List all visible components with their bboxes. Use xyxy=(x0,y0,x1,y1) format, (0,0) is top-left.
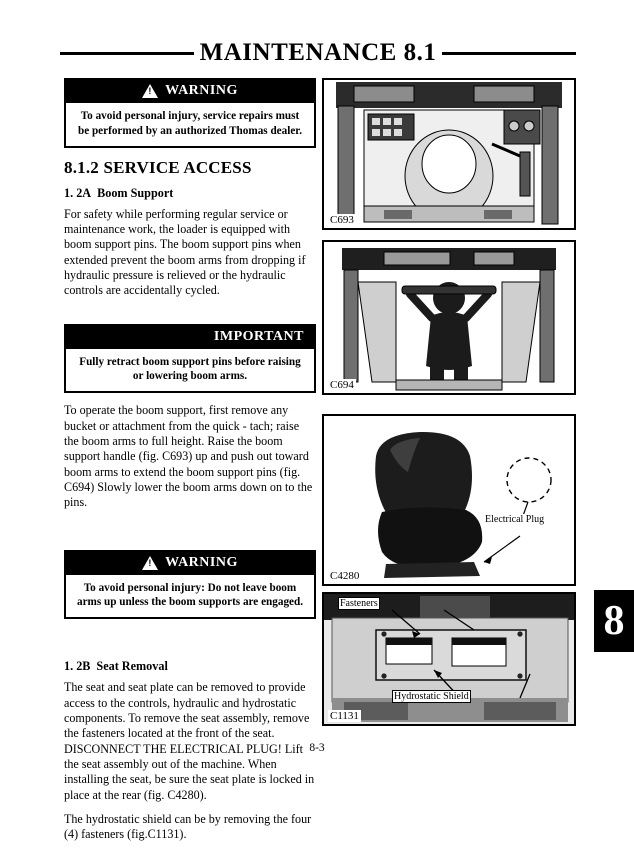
left-text-column xyxy=(64,78,316,852)
figure-caption-c694: C694 xyxy=(330,379,354,391)
important-box xyxy=(64,324,316,394)
topic-2a-paragraph-1: For safety while performing regular service or maintenance work, the loader is equipped with boom support pins. The boom support pins when extended prevent the boom arms from dropping if hydraulic pressure is relieved or the hydraulic controls are accidentally cycled. xyxy=(64,206,306,298)
figure-caption-c693: C693 xyxy=(330,214,354,226)
warning-bar-1 xyxy=(66,80,314,103)
page-title: MAINTENANCE 8.1 xyxy=(199,39,437,66)
warning-bar-label-1: WARNING xyxy=(165,83,238,98)
callout-fasteners: Fasteners xyxy=(340,598,378,609)
spacer-2 xyxy=(64,520,316,550)
figure-c693 xyxy=(322,78,576,230)
topic-name-2a: Boom Support xyxy=(97,185,174,200)
figure-c4280-artwork xyxy=(324,416,574,584)
important-bar-label: IMPORTANT xyxy=(213,328,304,344)
warning-text-1: To avoid personal injury, service repairs must be performed by an authorized Thomas dealer. xyxy=(77,110,303,137)
spacer-3 xyxy=(64,629,316,659)
figure-c694-artwork xyxy=(324,242,574,393)
page-number: 8-3 xyxy=(309,742,325,754)
warning-box-2 xyxy=(64,550,316,620)
warning-text-2: To avoid personal injury: Do not leave boom arms up unless the boom supports are engaged. xyxy=(76,581,304,609)
figure-c1131-artwork xyxy=(324,594,574,724)
figure-caption-c4280: C4280 xyxy=(330,570,360,582)
important-bar xyxy=(66,326,314,349)
figure-c1131 xyxy=(322,592,576,726)
figure-c693-artwork xyxy=(324,80,574,228)
topic-heading-2a xyxy=(64,186,316,201)
topic-number-2a: 1. 2A xyxy=(64,185,92,200)
warning-bar-label-2: WARNING xyxy=(165,554,238,570)
warning-triangle-icon xyxy=(142,84,158,98)
figure-c4280 xyxy=(322,414,576,586)
important-text: Fully retract boom support pins before raising or lowering boom arms. xyxy=(79,355,301,383)
section-title: 8.1.2 SERVICE ACCESS xyxy=(64,157,252,177)
topic-2b-paragraph-2: The hydrostatic shield can be by removing the four (4) fasteners (fig.C1131). xyxy=(64,811,312,842)
topic-heading-2b xyxy=(64,659,316,674)
topic-2a-paragraph-2: To operate the boom support, first remove any bucket or attachment from the quick - tach; raise the boom arms to full height. Raise the boom support handle (fig. C693) up and push out toward boom arms to extend the boom support pins (fig. C694) Slowly lower the boom arms down on to the pins. xyxy=(64,403,313,510)
spacer-1 xyxy=(64,308,316,324)
header-rule-left xyxy=(60,52,194,55)
topic-2b-paragraph-1: The seat and seat plate can be removed to provide access to the controls, hydraulic and hydrostatic components. To remove the seat assembly, remove the fasteners located at the front of the seat. DISCONNECT THE ELECTRICAL PLUG! Lift the seat assembly out of the machine. When installing the seat, be sure the seat plate is locked in place at the rear (fig. C4280). xyxy=(64,680,315,802)
warning-triangle-icon-2 xyxy=(142,556,158,570)
callout-hydrostatic-shield: Hydrostatic Shield xyxy=(394,691,469,702)
topic-number-2b: 1. 2B xyxy=(64,659,91,674)
header-rule-right xyxy=(442,52,576,55)
callout-electrical-plug: Electrical Plug xyxy=(485,514,545,525)
topic-name-2b: Seat Removal xyxy=(96,659,168,674)
figure-c694 xyxy=(322,240,576,395)
figure-caption-c1131: C1131 xyxy=(330,710,359,722)
chapter-tab: 8 xyxy=(594,590,634,652)
page-header xyxy=(60,36,576,70)
warning-box-1 xyxy=(64,78,316,148)
warning-bar-2 xyxy=(66,552,314,575)
